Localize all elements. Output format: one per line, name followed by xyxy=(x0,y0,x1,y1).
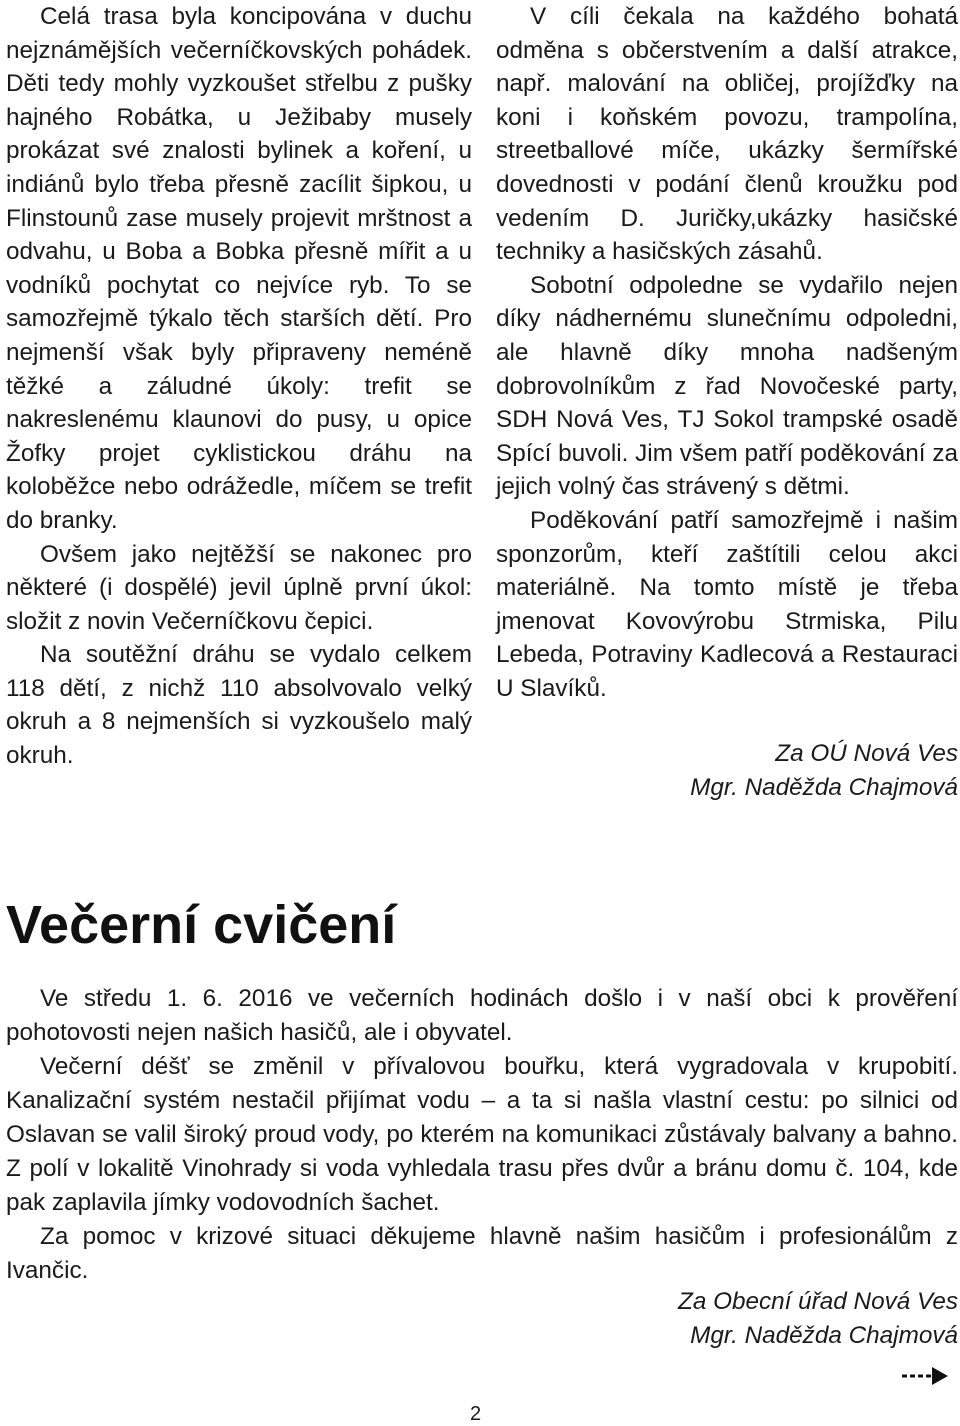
signature-author: Mgr. Naděžda Chajmová xyxy=(690,774,958,802)
signature-organization: Za OÚ Nová Ves xyxy=(775,740,958,768)
dashed-arrow-right-icon xyxy=(900,1364,950,1388)
section-paragraph-3: Za pomoc v krizové situaci děkujeme hlavně našim hasičům i profesionálům z Ivančic. xyxy=(6,1223,958,1284)
left-paragraph-2: Ovšem jako nejtěžší se nakonec pro některé (i dospělé) jevil úplně první úkol: složit z novin Večerníčkovu čepici. xyxy=(6,540,472,635)
section-signature xyxy=(678,1285,958,1353)
left-paragraph-3: Na soutěžní dráhu se vydalo celkem 118 dětí, z nichž 110 absolvovalo velký okruh a 8 nejmenších si vyzkoušelo malý okruh. xyxy=(6,641,472,770)
right-paragraph-2: Sobotní odpoledne se vydařilo nejen díky nádhernému slunečnímu odpoledni, ale hlavně díky mnoha nadšeným dobrovolníkům z řad Novočeské party, SDH Nová Ves, TJ Sokol trampské osadě Spící buvoli. Jim všem patří poděkování za jejich volný čas strávený s dětmi. xyxy=(496,271,958,501)
left-column xyxy=(6,0,472,773)
right-column xyxy=(496,0,958,805)
right-paragraph-3: Poděkování patří samozřejmě i našim sponzorům, kteří zaštítili celou akci materiálně. Na tomto místě je třeba jmenovat Kovovýrobu Strmiska, Pilu Lebeda, Potraviny Kadlecová a Restauraci U Slavíků. xyxy=(496,506,958,702)
page-number: 2 xyxy=(470,1403,482,1425)
left-paragraph-1: Celá trasa byla koncipována v duchu nejznámějších večerníčkovských pohádek. Děti tedy mohly vyzkoušet střelbu z pušky hajného Robátka, u Ježibaby musely prokázat své znalosti bylinek a koření, u indiánů bylo třeba přesně zacílit šipkou, u Flinstounů zase musely projevit mrštnost a odvahu, u Boba a Bobka přesně mířit a u vodníků pochytat co nejvíce ryb. To se samozřejmě týkalo těch starších dětí. Pro nejmenší však byly připraveny neméně těžké a záludné úkoly: trefit se nakreslenému klaunovi do pusy, u opice Žofky projet cyklistickou dráhu na koloběžce nebo odrážedle, míčem se trefit do branky. xyxy=(6,3,472,534)
section-body xyxy=(6,982,958,1288)
section-paragraph-1: Ve středu 1. 6. 2016 ve večerních hodinách došlo i v naší obci k prověření pohotovosti nejen našich hasičů, ale i obyvatel. xyxy=(6,985,958,1046)
article-signature xyxy=(496,737,958,805)
section-paragraph-2: Večerní déšť se změnil v přívalovou bouřku, která vygradovala v krupobití. Kanalizační systém nestačil přijímat vodu – a ta si našla vlastní cestu: po silnici od Oslavan se valil široký proud vody, po kterém na komunikaci zůstávaly balvany a bahno. Z polí v lokalitě Vinohrady si voda vyhledala trasu přes dvůr a bránu domu č. 104, kde pak zaplavila jímky vodovodních šachet. xyxy=(6,1053,958,1216)
section-heading: Večerní cvičení xyxy=(6,895,397,955)
section-signature-organization: Za Obecní úřad Nová Ves xyxy=(677,1288,958,1315)
right-paragraph-1: V cíli čekala na každého bohatá odměna s občerstvením a další atrakce, např. malování na obličej, projížďky na koni i koňském povozu, trampolína, streetballové míče, ukázky šermířské dovednosti v podání členů kroužku pod vedením D. Juričky,ukázky hasičské techniky a hasičských zásahů. xyxy=(496,3,958,266)
section-signature-author: Mgr. Naděžda Chajmová xyxy=(690,1322,958,1349)
